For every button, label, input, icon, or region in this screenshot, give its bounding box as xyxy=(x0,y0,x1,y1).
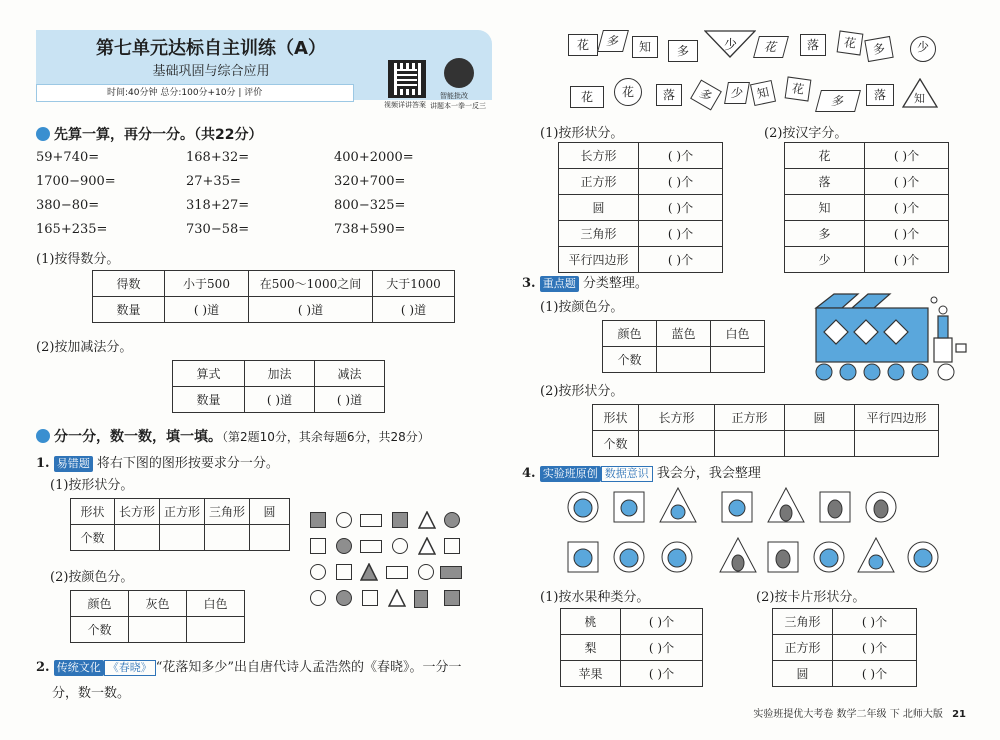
card-shape-count-table xyxy=(772,608,917,687)
row-label: 个数 xyxy=(593,431,639,457)
time-score-bar: 时间:40分钟 总分:100分+10分 | 评价 xyxy=(36,84,354,102)
row-label: 三角形 xyxy=(773,609,833,635)
table-header: 正方形 xyxy=(715,405,785,431)
card-parallelogram: 花 xyxy=(753,36,789,58)
card-text: 知 xyxy=(914,92,925,105)
answer-cell[interactable] xyxy=(855,431,939,457)
circle-card-pear-icon xyxy=(864,490,898,524)
square-card-apple-icon xyxy=(566,540,600,574)
calc-item: 800−325= xyxy=(334,198,406,213)
grey-square xyxy=(310,512,326,528)
calc-item: 738+590= xyxy=(334,222,406,237)
white-triangle xyxy=(418,511,436,529)
card-square: 知 xyxy=(750,80,776,106)
row-label: 落 xyxy=(785,169,865,195)
table-header: 平行四边形 xyxy=(855,405,939,431)
unit-title: 第七单元达标自主训练（A） xyxy=(96,38,326,59)
card-rectangle: 花 xyxy=(570,86,604,108)
answer-cell[interactable]: ( )个 xyxy=(621,661,703,687)
circle-card-peach-icon xyxy=(612,540,646,574)
answer-cell[interactable]: ( )个 xyxy=(639,247,723,273)
card-text: 少 xyxy=(724,38,738,53)
white-rectangle xyxy=(360,540,382,553)
circle-card-peach-icon xyxy=(812,540,846,574)
row-label: 数量 xyxy=(93,297,165,323)
page-number: 21 xyxy=(952,709,966,720)
grey-circle xyxy=(336,590,352,606)
qr-caption: 视频详讲答案 xyxy=(384,101,426,109)
q4-sub2-label: (2)按卡片形状分。 xyxy=(756,590,866,605)
calc-item: 59+740= xyxy=(36,150,100,165)
row-label: 苹果 xyxy=(561,661,621,687)
row-label: 正方形 xyxy=(773,635,833,661)
answer-cell[interactable] xyxy=(187,617,245,643)
q1-sub2-label: (2)按颜色分。 xyxy=(50,570,134,585)
white-square xyxy=(444,538,460,554)
answer-cell[interactable]: ( )个 xyxy=(865,143,949,169)
white-rectangle xyxy=(386,566,408,579)
answer-cell[interactable]: ( )个 xyxy=(621,609,703,635)
grey-square xyxy=(392,512,408,528)
tag-badge: 实验班原创 xyxy=(540,466,601,482)
card-rectangle: 花 xyxy=(568,34,598,56)
answer-cell[interactable]: ( )个 xyxy=(865,247,949,273)
table-header: 圆 xyxy=(785,405,855,431)
row-label: 知 xyxy=(785,195,865,221)
white-circle xyxy=(310,564,326,580)
card-square: 多 xyxy=(864,36,893,62)
answer-cell[interactable]: ( )个 xyxy=(865,195,949,221)
circle-card-apple-icon xyxy=(660,540,694,574)
q1-label: (1)按得数分。 xyxy=(36,252,120,267)
answer-cell[interactable]: ( )个 xyxy=(865,169,949,195)
table-header: 长方形 xyxy=(115,499,160,525)
white-square xyxy=(362,590,378,606)
answer-cell[interactable]: ( )个 xyxy=(833,635,917,661)
answer-cell[interactable] xyxy=(639,431,715,457)
card-square: 花 xyxy=(837,30,864,55)
answer-cell[interactable] xyxy=(160,525,205,551)
table-header: 小于500 xyxy=(165,271,249,297)
row-label: 平行四边形 xyxy=(559,247,639,273)
grey-rectangle xyxy=(414,590,428,608)
tag-badge: 易错题 xyxy=(54,456,93,472)
card-parallelogram: 多 xyxy=(597,30,629,52)
answer-cell[interactable]: ( )道 xyxy=(245,387,315,413)
answer-cell[interactable] xyxy=(711,347,765,373)
table-header: 形状 xyxy=(593,405,639,431)
white-triangle xyxy=(418,537,436,555)
triangle-card-pear-icon xyxy=(766,486,806,524)
answer-cell[interactable]: ( )个 xyxy=(639,169,723,195)
answer-cell[interactable] xyxy=(205,525,250,551)
answer-cell[interactable]: ( )道 xyxy=(315,387,385,413)
card-square: 落 xyxy=(866,84,894,106)
grey-triangle xyxy=(360,563,378,581)
grey-square xyxy=(444,590,460,606)
answer-cell[interactable]: ( )个 xyxy=(833,609,917,635)
table-header: 算式 xyxy=(173,361,245,387)
answer-cell[interactable]: ( )道 xyxy=(249,297,373,323)
card-square: 多 xyxy=(690,79,722,110)
tag-badge-2: 《春晓》 xyxy=(104,660,156,676)
grey-circle xyxy=(444,512,460,528)
result-range-table xyxy=(92,270,455,323)
card-rectangle: 多 xyxy=(668,40,698,62)
r-q2-label: (2)按汉字分。 xyxy=(764,126,848,141)
r-q1-label: (1)按形状分。 xyxy=(540,126,624,141)
logo-caption-2: 讲题本一拳一反三 xyxy=(430,102,486,110)
square-card-peach-icon xyxy=(612,490,646,524)
calc-item: 318+27= xyxy=(186,198,250,213)
question-2-cont: 分，数一数。 xyxy=(52,686,131,701)
table-header: 圆 xyxy=(250,499,290,525)
calc-item: 730−58= xyxy=(186,222,250,237)
q1-sub1-label: (1)按形状分。 xyxy=(50,478,134,493)
white-circle xyxy=(418,564,434,580)
triangle-card-peach-icon xyxy=(658,486,698,524)
grey-circle xyxy=(336,538,352,554)
q4-sub1-label: (1)按水果种类分。 xyxy=(540,590,650,605)
row-label: 数量 xyxy=(173,387,245,413)
row-label: 少 xyxy=(785,247,865,273)
calc-item: 380−80= xyxy=(36,198,100,213)
table-header: 白色 xyxy=(187,591,245,617)
answer-cell[interactable] xyxy=(250,525,290,551)
row-label: 正方形 xyxy=(559,169,639,195)
row-label: 个数 xyxy=(71,525,115,551)
card-circle: 花 xyxy=(614,78,642,106)
table-header: 颜色 xyxy=(71,591,129,617)
train-shape-table xyxy=(592,404,939,457)
section-2-heading: 分一分，数一数，填一填。（第2题10分，其余每题6分，共28分） xyxy=(36,426,430,446)
tag-badge-2: 数据意识 xyxy=(601,466,653,482)
table-header: 减法 xyxy=(315,361,385,387)
white-circle xyxy=(336,512,352,528)
calc-item: 1700−900= xyxy=(36,174,116,189)
section-bullet-icon xyxy=(36,127,50,141)
calc-item: 168+32= xyxy=(186,150,250,165)
row-label: 三角形 xyxy=(559,221,639,247)
qr-code-icon xyxy=(388,60,426,98)
square-card-pear-icon xyxy=(766,540,800,574)
row-label: 个数 xyxy=(603,347,657,373)
table-header: 白色 xyxy=(711,321,765,347)
square-card-peach-icon xyxy=(720,490,754,524)
white-circle xyxy=(310,590,326,606)
table-header: 得数 xyxy=(93,271,165,297)
answer-cell[interactable]: ( )道 xyxy=(165,297,249,323)
table-header: 长方形 xyxy=(639,405,715,431)
question-4: 4. 实验班原创 数据意识 我会分，我会整理 xyxy=(522,466,761,481)
row-label: 个数 xyxy=(71,617,129,643)
table-header: 蓝色 xyxy=(657,321,711,347)
square-card-pear-icon xyxy=(818,490,852,524)
q3-sub2-label: (2)按形状分。 xyxy=(540,384,624,399)
answer-cell[interactable]: ( )道 xyxy=(373,297,455,323)
grey-rectangle xyxy=(440,566,462,579)
logo-icon xyxy=(444,58,474,88)
calc-item: 165+235= xyxy=(36,222,108,237)
row-label: 桃 xyxy=(561,609,621,635)
card-circle: 少 xyxy=(910,36,936,62)
section-bullet-icon xyxy=(36,429,50,443)
shape-count-table xyxy=(70,498,290,551)
table-header: 加法 xyxy=(245,361,315,387)
answer-cell[interactable] xyxy=(715,431,785,457)
section-1-heading: 先算一算，再分一分。（共22分） xyxy=(36,124,262,144)
color-count-table xyxy=(70,590,245,643)
logo-caption: 智能批改 xyxy=(440,92,468,100)
card-parallelogram: 少 xyxy=(724,82,750,104)
answer-cell[interactable]: ( )个 xyxy=(621,635,703,661)
answer-cell[interactable] xyxy=(129,617,187,643)
answer-cell[interactable] xyxy=(785,431,855,457)
triangle-card-peach-icon xyxy=(856,536,896,574)
white-square xyxy=(310,538,326,554)
answer-cell[interactable]: ( )个 xyxy=(833,661,917,687)
white-circle xyxy=(392,538,408,554)
circle-card-peach-icon xyxy=(566,490,600,524)
answer-cell[interactable]: ( )个 xyxy=(639,195,723,221)
white-rectangle xyxy=(360,514,382,527)
table-header: 在500～1000之间 xyxy=(249,271,373,297)
row-label: 多 xyxy=(785,221,865,247)
footer-text: 实验班提优大考卷 数学二年级 下 北师大版 xyxy=(753,709,943,720)
row-label: 梨 xyxy=(561,635,621,661)
fruit-type-table xyxy=(560,608,703,687)
question-3: 3. 重点题 分类整理。 xyxy=(522,276,648,291)
white-square xyxy=(336,564,352,580)
table-header: 颜色 xyxy=(603,321,657,347)
triangle-card-pear-icon xyxy=(718,536,758,574)
row-label: 圆 xyxy=(559,195,639,221)
white-triangle xyxy=(388,589,406,607)
card-square: 花 xyxy=(785,76,812,101)
calc-item: 400+2000= xyxy=(334,150,414,165)
table-header: 三角形 xyxy=(205,499,250,525)
answer-cell[interactable]: ( )个 xyxy=(865,221,949,247)
question-2: 2. 传统文化 《春晓》 “花落知多少”出自唐代诗人孟浩然的《春晓》。一分一 xyxy=(36,660,462,675)
q2-label: (2)按加减法分。 xyxy=(36,340,133,355)
circle-card-apple-icon xyxy=(906,540,940,574)
q3-sub1-label: (1)按颜色分。 xyxy=(540,300,624,315)
calc-item: 320+700= xyxy=(334,174,406,189)
character-table xyxy=(784,142,949,273)
table-header: 正方形 xyxy=(160,499,205,525)
card-parallelogram: 多 xyxy=(815,90,861,112)
unit-subtitle: 基础巩固与综合应用 xyxy=(152,64,270,79)
page-footer xyxy=(753,705,966,720)
tag-badge: 传统文化 xyxy=(54,660,104,676)
table-header: 灰色 xyxy=(129,591,187,617)
row-label: 长方形 xyxy=(559,143,639,169)
table-header: 形状 xyxy=(71,499,115,525)
row-label: 圆 xyxy=(773,661,833,687)
answer-cell[interactable] xyxy=(115,525,160,551)
answer-cell[interactable]: ( )个 xyxy=(639,221,723,247)
operation-table xyxy=(172,360,385,413)
answer-cell[interactable]: ( )个 xyxy=(639,143,723,169)
answer-cell[interactable] xyxy=(657,347,711,373)
tag-badge: 重点题 xyxy=(540,276,579,292)
question-1: 1. 易错题 将右下图的图形按要求分一分。 xyxy=(36,456,279,471)
train-icon xyxy=(808,290,970,382)
train-color-table xyxy=(602,320,765,373)
table-header: 大于1000 xyxy=(373,271,455,297)
card-shape-table xyxy=(558,142,723,273)
card-square: 落 xyxy=(656,84,682,106)
calc-item: 27+35= xyxy=(186,174,241,189)
card-square: 落 xyxy=(800,34,826,56)
card-square: 知 xyxy=(632,36,658,58)
row-label: 花 xyxy=(785,143,865,169)
